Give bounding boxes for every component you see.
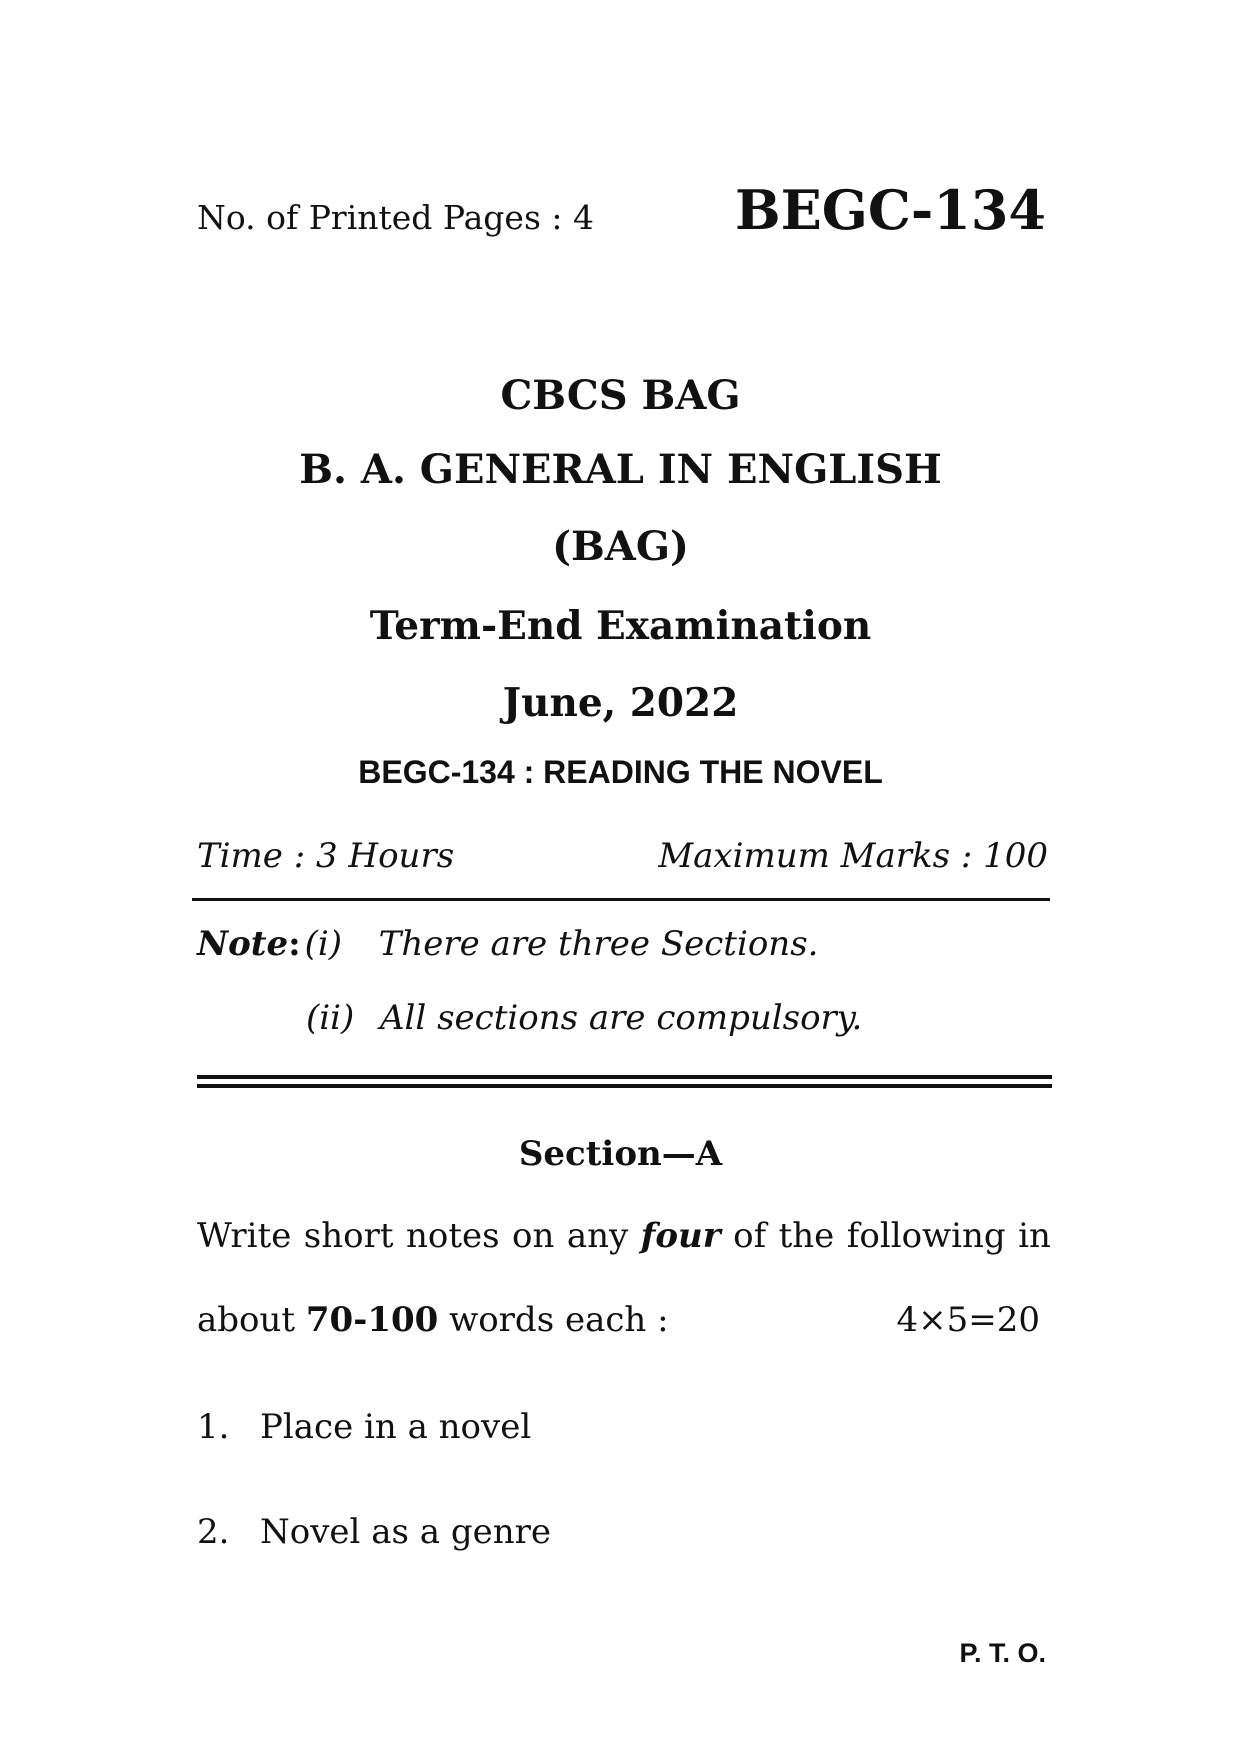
instruction-word-limit: 70-100 bbox=[305, 1300, 439, 1340]
divider-rule bbox=[192, 898, 1050, 901]
section-marks: 4×5=20 bbox=[896, 1300, 1040, 1340]
note-colon: : bbox=[288, 924, 301, 964]
instruction-word: short bbox=[303, 1216, 394, 1256]
question-text: Novel as a genre bbox=[260, 1512, 551, 1552]
note-number: (ii) bbox=[306, 998, 355, 1038]
instruction-word: of bbox=[733, 1216, 767, 1256]
question-1 bbox=[197, 1407, 531, 1447]
exam-session: June, 2022 bbox=[502, 680, 739, 726]
section-heading: Section—A bbox=[518, 1134, 723, 1174]
question-number: 2. bbox=[197, 1512, 230, 1552]
note-label: Note bbox=[197, 924, 289, 964]
section-instruction-line2 bbox=[197, 1300, 1040, 1340]
note-item-2 bbox=[306, 998, 862, 1038]
instruction-word: the bbox=[778, 1216, 835, 1256]
instruction-emphasis: four bbox=[640, 1216, 721, 1256]
section-instruction-line1 bbox=[197, 1216, 1051, 1256]
instruction-word: any bbox=[566, 1216, 629, 1256]
note-number: (i) bbox=[304, 924, 343, 964]
double-rule-bottom bbox=[197, 1084, 1052, 1088]
question-2 bbox=[197, 1512, 551, 1552]
pto-label: P. T. O. bbox=[959, 1638, 1046, 1668]
note-item-1 bbox=[197, 924, 818, 964]
double-rule-top bbox=[197, 1075, 1052, 1079]
printed-pages: No. of Printed Pages : 4 bbox=[197, 198, 594, 237]
maximum-marks: Maximum Marks : 100 bbox=[658, 836, 1048, 876]
programme-abbrev: (BAG) bbox=[552, 523, 689, 570]
question-text: Place in a novel bbox=[260, 1407, 532, 1447]
note-text: There are three Sections. bbox=[378, 924, 819, 964]
instruction-word: notes bbox=[405, 1216, 500, 1256]
paper-title: BEGC-134 : READING THE NOVEL bbox=[358, 754, 883, 790]
course-code: BEGC-134 bbox=[734, 178, 1046, 242]
time-allowed: Time : 3 Hours bbox=[197, 836, 455, 876]
instruction-prefix: about bbox=[197, 1300, 296, 1340]
note-text: All sections are compulsory. bbox=[380, 998, 863, 1038]
instruction-word: on bbox=[512, 1216, 555, 1256]
instruction-word: Write bbox=[197, 1216, 292, 1256]
instruction-word: in bbox=[1018, 1216, 1051, 1256]
question-number: 1. bbox=[197, 1407, 230, 1447]
instruction-word: following bbox=[846, 1216, 1006, 1256]
instruction-suffix: words each : bbox=[449, 1300, 669, 1340]
instruction-text bbox=[197, 1300, 669, 1340]
exam-title: Term-End Examination bbox=[369, 603, 872, 649]
programme-title: CBCS BAG bbox=[500, 372, 741, 419]
programme-name: B. A. GENERAL IN ENGLISH bbox=[299, 446, 942, 493]
